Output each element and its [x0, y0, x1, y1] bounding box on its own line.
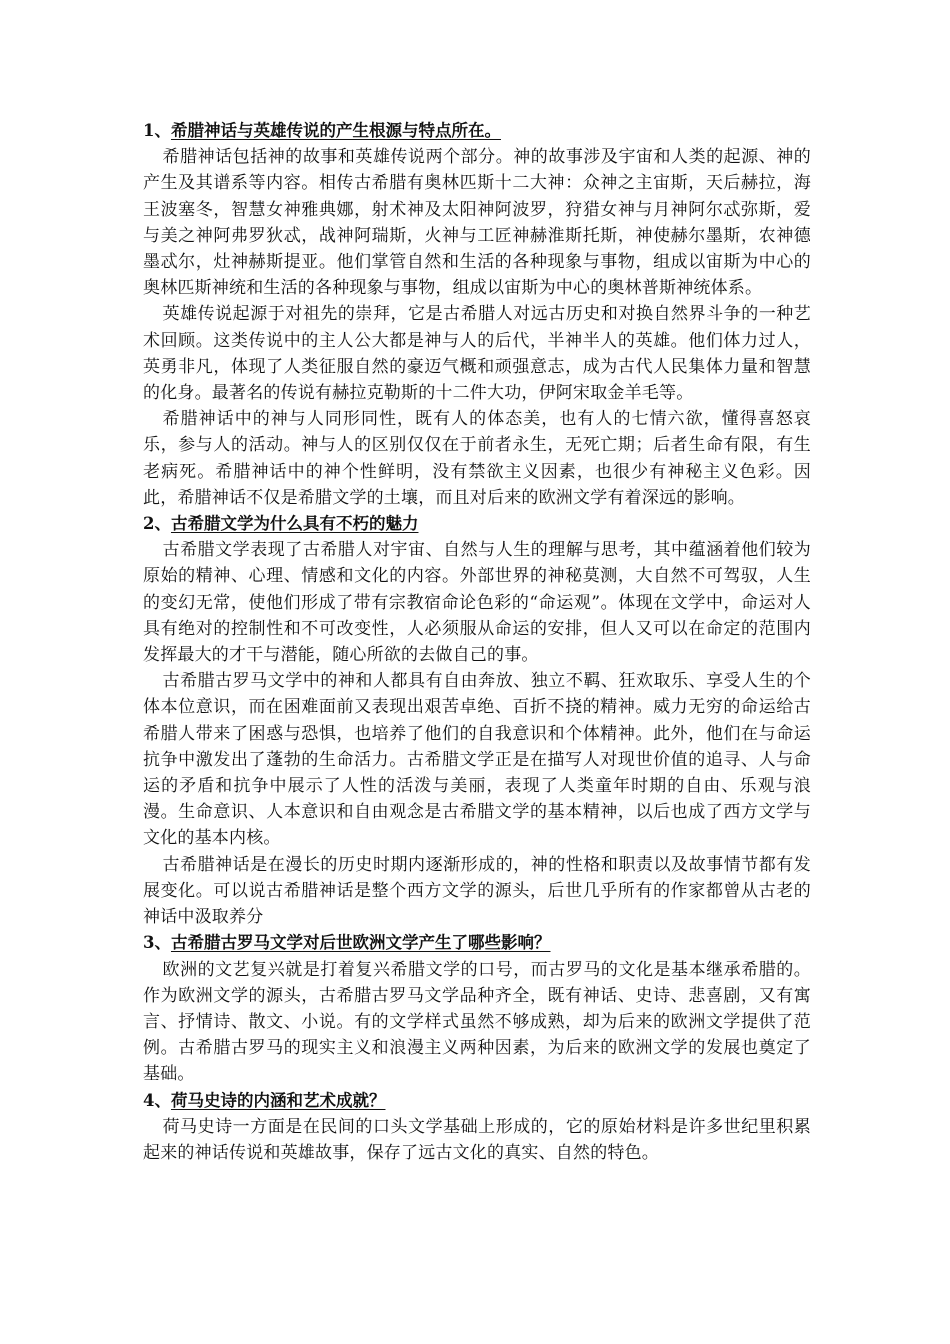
section-title: 希腊神话与英雄传说的产生根源与特点所在。: [170, 121, 501, 140]
section-number: 2、: [143, 514, 171, 534]
paragraph: 英雄传说起源于对祖先的崇拜，它是古希腊人对远古历史和对换自然界斗争的一种艺术回顾。这类传说中的主人公大都是神与人的后代，半神半人的英雄。他们体力过人，英勇非凡，体现了人类征服自然的豪迈气概和顽强意志，成为古代人民集体力量和智慧的化身。最著名的传说有赫拉克勒斯的十二件大功，伊阿宋取金羊毛等。: [143, 304, 811, 404]
document-page: [143, 118, 811, 1166]
paragraph: 古希腊古罗马文学中的神和人都具有自由奔放、独立不羁、狂欢取乐、享受人生的个体本位意识，而在困难面前又表现出艰苦卓绝、百折不挠的精神。威力无穷的命运给古希腊人带来了困惑与恐惧，也培养了他们的自我意识和个体精神。此外，他们在与命运抗争中激发出了蓬勃的生命活力。古希腊文学正是在描写人对现世价值的追寻、人与命运的矛盾和抗争中展示了人性的活泼与美丽，表现了人类童年时期的自由、乐观与浪漫。生命意识、人本意识和自由观念是古希腊文学的基本精神，以后也成了西方文学与文化的基本内核。: [143, 671, 811, 849]
section-2: [143, 511, 811, 930]
section-heading: [143, 511, 811, 537]
section-heading: [143, 930, 811, 956]
paragraph: 荷马史诗一方面是在民间的口头文学基础上形成的，它的原始材料是许多世纪里积累起来的神话传说和英雄故事，保存了远古文化的真实、自然的特色。: [143, 1116, 811, 1163]
section-title: 古希腊文学为什么具有不朽的魅力: [170, 514, 419, 534]
section-heading: [143, 118, 811, 144]
paragraph: 古希腊文学表现了古希腊人对宇宙、自然与人生的理解与思考，其中蕴涵着他们较为原始的精神、心理、情感和文化的内容。外部世界的神秘莫测，大自然不可驾驭，人生的变幻无常，使他们形成了带有宗教宿命论色彩的“命运观”。体现在文学中，命运对人具有绝对的控制性和不可改变性，人必须服从命运的安排，但人又可以在命定的范围内发挥最大的才干与潜能，随心所欲的去做自己的事。: [143, 540, 811, 666]
paragraph: 欧洲的文艺复兴就是打着复兴希腊文学的口号，而古罗马的文化是基本继承希腊的。作为欧洲文学的源头，古希腊古罗马文学品种齐全，既有神话、史诗、悲喜剧，又有寓言、抒情诗、散文、小说。有的文学样式虽然不够成熟，却为后来的欧洲文学提供了范例。古希腊古罗马的现实主义和浪漫主义两种因素，为后来的欧洲文学的发展也奠定了基础。: [143, 959, 811, 1085]
paragraph: 希腊神话中的神与人同形同性，既有人的体态美，也有人的七情六欲，懂得喜怒哀乐，参与人的活动。神与人的区别仅仅在于前者永生，无死亡期；后者生命有限，有生老病死。希腊神话中的神个性鲜明，没有禁欲主义因素，也很少有神秘主义色彩。因此，希腊神话不仅是希腊文学的土壤，而且对后来的欧洲文学有着深远的影响。: [143, 409, 811, 508]
section-3: [143, 930, 811, 1087]
paragraph: 希腊神话包括神的故事和英雄传说两个部分。神的故事涉及宇宙和人类的起源、神的产生及其谱系等内容。相传古希腊有奥林匹斯十二大神：众神之主宙斯，天后赫拉，海王波塞冬，智慧女神雅典娜，射术神及太阳神阿波罗，狩猎女神与月神阿尔忒弥斯，爱与美之神阿弗罗狄忒，战神阿瑞斯，火神与工匠神赫淮斯托斯，神使赫尔墨斯，农神德墨忒尔，灶神赫斯提亚。他们掌管自然和生活的各种现象与事物，组成以宙斯为中心的奥林匹斯神统和生活的各种现象与事物，组成以宙斯为中心的奥林普斯神统体系。: [143, 147, 811, 299]
section-1: [143, 118, 811, 511]
section-heading: [143, 1088, 811, 1114]
section-number: 1、: [143, 121, 171, 140]
paragraph: 古希腊神话是在漫长的历史时期内逐渐形成的，神的性格和职责以及故事情节都有发展变化。可以说古希腊神话是整个西方文学的源头，后世几乎所有的作家都曾从古老的神话中汲取养分: [143, 854, 811, 928]
section-number: 4、: [143, 1090, 171, 1110]
section-title: 古希腊古罗马文学对后世欧洲文学产生了哪些影响？: [170, 933, 551, 953]
section-4: [143, 1088, 811, 1167]
section-number: 3、: [143, 933, 171, 953]
section-title: 荷马史诗的内涵和艺术成就？: [170, 1090, 386, 1110]
